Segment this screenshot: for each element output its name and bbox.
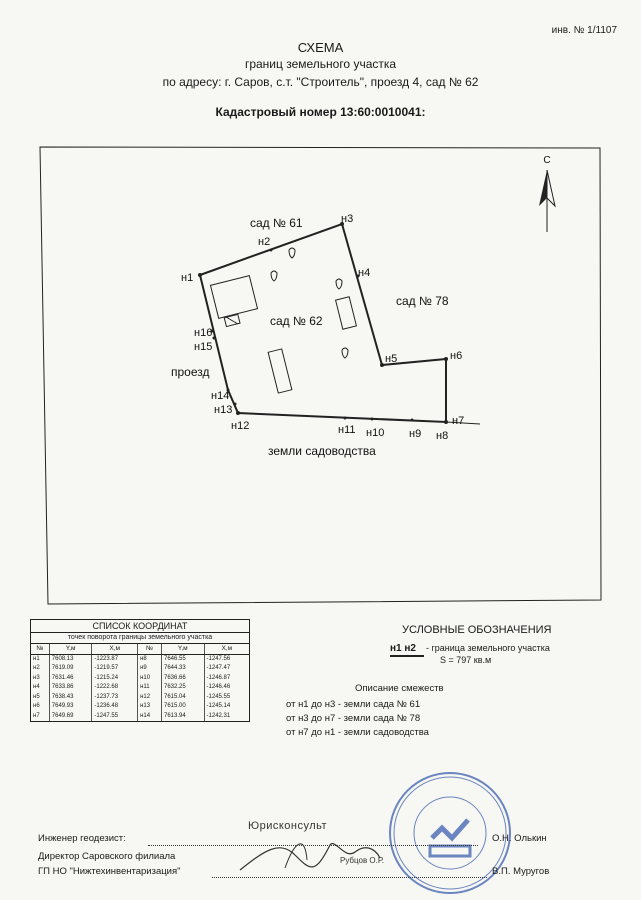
table-row <box>31 702 249 712</box>
point-label: н4 <box>358 267 371 279</box>
point-label: н5 <box>385 353 398 365</box>
coordinates-table <box>30 619 250 722</box>
legend-line-sample <box>390 655 424 657</box>
table-cell: н7 <box>33 712 40 719</box>
doc-subtitle: границ земельного участка <box>244 57 397 71</box>
table-row <box>31 654 249 664</box>
point-label: н6 <box>450 350 463 362</box>
table-cell: н12 <box>138 693 162 703</box>
garden62-label: сад № 62 <box>270 314 323 328</box>
engineer-name: О.Н. Олькин <box>492 833 547 844</box>
director-label-line1: Директор Саровского филиала <box>38 851 176 862</box>
point-label: н15 <box>194 341 213 353</box>
director-name: В.П. Муругов <box>492 866 550 877</box>
table-header-cell: X,м <box>92 644 138 654</box>
table-row <box>31 674 249 684</box>
point-label: н13 <box>214 404 233 416</box>
consult-name: Рубцов О.Р. <box>340 856 384 865</box>
table-row <box>31 712 249 722</box>
table-cell: 7619.09 <box>49 664 92 674</box>
table-cell: н8 <box>138 654 162 664</box>
point-label: н12 <box>231 420 250 432</box>
adjacency-row: от н1 до н3 - земли сада № 61 <box>286 699 421 710</box>
table-cell: -1247.47 <box>204 664 249 674</box>
table-cell: 7631.46 <box>49 674 92 684</box>
table-header-cell: Y,м <box>161 644 204 654</box>
table-cell: -1242.31 <box>204 712 249 722</box>
table-cell: -1236.48 <box>92 702 138 712</box>
point-label: н2 <box>258 236 271 248</box>
table-cell: 7649.69 <box>49 712 92 722</box>
point-label: н1 <box>181 272 194 284</box>
table-cell: н14 <box>138 712 162 722</box>
table-cell: н2 <box>33 665 40 671</box>
table-cell: -1246.46 <box>204 683 249 693</box>
legend-line-text: н1 н2 <box>390 643 416 654</box>
table-header-cell: № <box>31 644 49 654</box>
table-cell: 7613.94 <box>161 712 204 722</box>
table-cell: н13 <box>138 702 162 712</box>
table-header-cell: Y,м <box>49 644 92 654</box>
point-label: н14 <box>211 390 230 402</box>
north-arrow-icon <box>539 170 555 232</box>
table-cell: -1245.14 <box>204 702 249 712</box>
table-cell: -1215.24 <box>92 674 138 684</box>
table-cell: 7633.86 <box>49 683 92 693</box>
table-header-cell: № <box>138 644 162 654</box>
point-label: н10 <box>366 427 385 439</box>
garden78-label: сад № 78 <box>396 294 449 308</box>
table-row <box>31 664 249 674</box>
table-cell: -1237.73 <box>92 693 138 703</box>
point-label: н8 <box>436 430 449 442</box>
table-header-row <box>31 644 249 654</box>
engineer-label: Инженер геодезист: <box>38 833 126 844</box>
table-cell: 7638.43 <box>49 693 92 703</box>
table-cell: 7636.66 <box>161 674 204 684</box>
shed-shape <box>268 297 356 393</box>
table-cell: 7644.33 <box>161 664 204 674</box>
point-label: н7 <box>452 415 465 427</box>
coords-title: СПИСОК КООРДИНАТ <box>31 620 249 633</box>
legend-line-label <box>390 643 424 657</box>
adjacency-title: Описание смежеств <box>355 683 444 694</box>
table-cell: -1247.55 <box>92 712 138 722</box>
table-cell: н1 <box>33 655 40 662</box>
table-cell: н3 <box>33 674 40 681</box>
table-cell: 7649.93 <box>49 702 92 712</box>
table-cell: 7646.55 <box>161 654 204 664</box>
table-cell: -1245.55 <box>204 693 249 703</box>
consult-stamp: Юрисконсульт <box>248 820 328 832</box>
point-label: н3 <box>341 213 354 225</box>
legend-title: УСЛОВНЫЕ ОБОЗНАЧЕНИЯ <box>402 624 552 636</box>
table-cell: н6 <box>33 703 40 709</box>
table-cell: -1222.68 <box>92 683 138 693</box>
doc-title: СХЕМА <box>297 40 344 55</box>
table-cell: н4 <box>33 684 40 690</box>
table-row <box>31 683 249 693</box>
handwritten-signature <box>235 830 385 880</box>
adjacency-row: от н7 до н1 - земли садоводства <box>286 727 429 738</box>
point-label: н9 <box>409 428 422 440</box>
cadastral-number: Кадастровый номер 13:60:0010041: <box>215 105 426 119</box>
table-cell: 7632.25 <box>161 683 204 693</box>
point-label: н11 <box>338 424 356 436</box>
table-cell: 7608.13 <box>49 654 92 664</box>
table-row <box>31 693 249 703</box>
table-cell: н5 <box>33 693 40 700</box>
table-cell: 7615.04 <box>161 693 204 703</box>
point-label: н16 <box>194 327 213 339</box>
legend-description: - граница земельного участка <box>426 643 550 653</box>
plan-frame <box>40 147 601 604</box>
coords-subtitle: точек поворота границы земельного участка <box>31 633 249 644</box>
house-shape <box>210 276 257 327</box>
table-cell: -1247.56 <box>204 654 249 664</box>
table-cell: 7615.00 <box>161 702 204 712</box>
lands-label: земли садоводства <box>268 444 376 458</box>
table-cell: -1219.57 <box>92 664 138 674</box>
table-cell: н11 <box>138 683 162 693</box>
table-header-cell: X,м <box>204 644 249 654</box>
table-cell: н10 <box>138 674 162 684</box>
legend-area: S = 797 кв.м <box>440 655 492 665</box>
doc-address: по адресу: г. Саров, с.т. "Строитель", проезд 4, сад № 62 <box>162 75 479 89</box>
table-cell: -1223.87 <box>92 654 138 664</box>
adjacency-row: от н3 до н7 - земли сада № 78 <box>286 713 421 724</box>
director-label-line2: ГП НО "Нижтехинвентаризация" <box>38 866 181 877</box>
table-cell: н9 <box>138 664 162 674</box>
inventory-number: инв. № 1/1107 <box>551 25 617 36</box>
garden61-label: сад № 61 <box>250 216 303 230</box>
passage-label: проезд <box>171 365 210 379</box>
table-cell: -1246.87 <box>204 674 249 684</box>
north-label: С <box>543 155 551 166</box>
